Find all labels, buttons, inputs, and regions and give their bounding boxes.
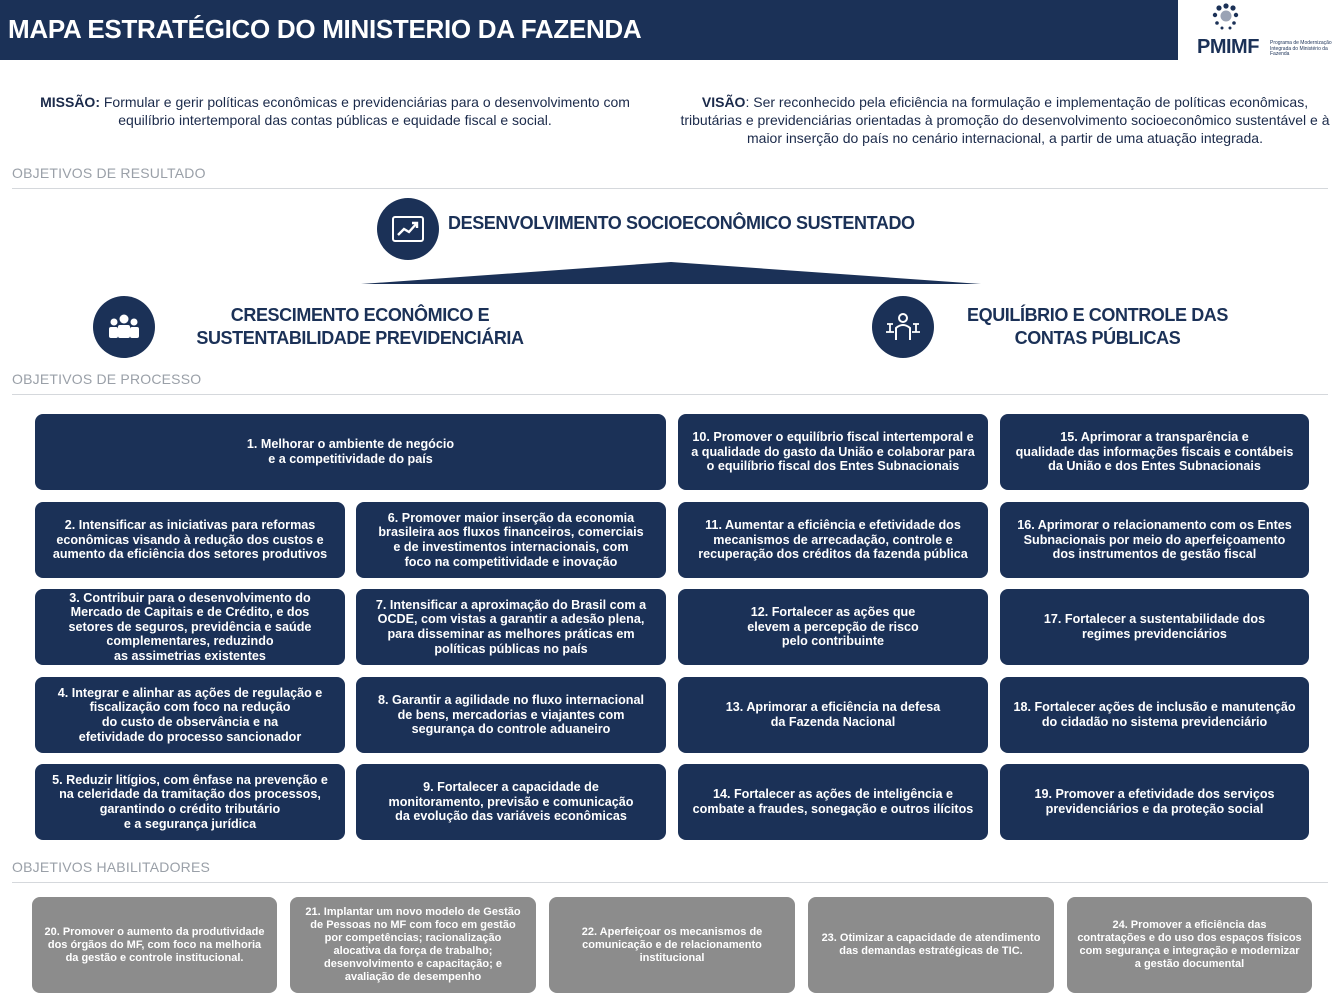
mission-label: MISSÃO: [40,94,100,110]
objective-card-6: 6. Promover maior inserção da economia brasileira aos fluxos financeiros, comerciais e de investimentos internacionais, com foco na competitividade e inovação [356,502,666,578]
page-title: MAPA ESTRATÉGICO DO MINISTERIO DA FAZENDA [8,14,642,44]
section-label-processo: OBJETIVOS DE PROCESSO [12,371,202,387]
objective-card-18: 18. Fortalecer ações de inclusão e manutenção do cidadão no sistema previdenciário [1000,677,1309,753]
result-right-title [940,304,1255,350]
objective-card-14: 14. Fortalecer as ações de inteligência e combate a fraudes, sonegação e outros ilícitos [678,764,988,840]
section-divider [12,882,1328,883]
vision-text: : Ser reconhecido pela eficiência na formulação e implementação de políticas econômicas, tributárias e previdenciárias orientadas à promoção do desenvolvimento socioeconômico sustentável e à maior inserção do país no cenário internacional, a partir de uma atuação integrada. [680,94,1330,146]
result-left-title [150,304,570,350]
result-right-badge [872,296,934,358]
mission-statement [20,93,650,129]
objective-card-4: 4. Integrar e alinhar as ações de regulação e fiscalização com foco na redução do custo de observância e na efetividade do processo sancionador [35,677,345,753]
objective-card-10: 10. Promover o equilíbrio fiscal intertemporal e a qualidade do gasto da União e colaborar para o equilíbrio fiscal dos Entes Subnacionais [678,414,988,490]
objective-card-1: 1. Melhorar o ambiente de negócio e a competitividade do país [35,414,666,490]
result-main-badge [377,198,439,260]
balance-person-icon [884,310,922,344]
section-label-resultado: OBJETIVOS DE RESULTADO [12,165,206,181]
result-left-line2: SUSTENTABILIDADE PREVIDENCIÁRIA [196,328,524,348]
enabler-card-22: 22. Aperfeiçoar os mecanismos de comunicação e de relacionamento institucional [549,897,795,993]
result-right-line2: CONTAS PÚBLICAS [1014,328,1181,348]
objective-card-11: 11. Aumentar a eficiência e efetividade dos mecanismos de arrecadação, controle e recuperação dos créditos da fazenda pública [678,502,988,578]
results-banner-shape [361,262,981,284]
section-divider [12,188,1328,189]
objective-card-15: 15. Aprimorar a transparência e qualidade das informações fiscais e contábeis da União e dos Entes Subnacionais [1000,414,1309,490]
mission-text: Formular e gerir políticas econômicas e previdenciárias para o desenvolvimento com equilíbrio intertemporal das contas públicas e equidade fiscal e social. [103,94,630,128]
objective-card-7: 7. Intensificar a aproximação do Brasil com a OCDE, com vistas a garantir a adesão plena, para disseminar as melhores práticas em políticas públicas no país [356,589,666,665]
objective-card-17: 17. Fortalecer a sustentabilidade dos regimes previdenciários [1000,589,1309,665]
section-divider [12,394,1328,395]
enabler-card-23: 23. Otimizar a capacidade de atendimento das demandas estratégicas de TIC. [808,897,1054,993]
objective-card-2: 2. Intensificar as iniciativas para reformas econômicas visando à redução dos custos e aumento da eficiência dos setores produtivos [35,502,345,578]
objective-card-16: 16. Aprimorar o relacionamento com os Entes Subnacionais por meio do aperfeiçoamento dos instrumentos de gestão fiscal [1000,502,1309,578]
people-group-icon [105,312,143,342]
logo-name: PMIMF [1197,36,1259,58]
logo-subtitle: Programa de Modernização Integrada do Ministério da Fazenda [1270,40,1332,57]
logo-dots-icon [1190,2,1250,38]
objective-card-9: 9. Fortalecer a capacidade de monitoramento, previsão e comunicação da evolução das variáveis econômicas [356,764,666,840]
objective-card-13: 13. Aprimorar a eficiência na defesa da Fazenda Nacional [678,677,988,753]
vision-label: VISÃO [701,94,746,110]
enabler-card-21: 21. Implantar um novo modelo de Gestão de Pessoas no MF com foco em gestão por competências; racionalização alocativa da força de trabalho; desenvolvimento e capacitação; e avaliação de desempenho [290,897,536,993]
objective-card-19: 19. Promover a efetividade dos serviços previdenciários e da proteção social [1000,764,1309,840]
objective-card-8: 8. Garantir a agilidade no fluxo internacional de bens, mercadorias e viajantes com segurança do controle aduaneiro [356,677,666,753]
enabler-card-24: 24. Promover a eficiência das contratações e do uso dos espaços físicos com segurança e integração e modernizar a gestão documental [1067,897,1312,993]
enabler-card-20: 20. Promover o aumento da produtividade dos órgãos do MF, com foco na melhoria da gestão e controle institucional. [32,897,277,993]
vision-statement [680,93,1330,147]
objective-card-12: 12. Fortalecer as ações que elevem a percepção de risco pelo contribuinte [678,589,988,665]
result-right-line1: EQUILÍBRIO E CONTROLE DAS [966,305,1228,325]
chart-growth-icon [390,214,426,244]
result-left-badge [93,296,155,358]
objective-card-3: 3. Contribuir para o desenvolvimento do Mercado de Capitais e de Crédito, e dos setores de seguros, previdência e saúde complementares, reduzindo as assimetrias existentes [35,589,345,665]
result-left-line1: CRESCIMENTO ECONÔMICO E [230,305,490,325]
section-label-habilitadores: OBJETIVOS HABILITADORES [12,859,211,875]
objective-card-5: 5. Reduzir litígios, com ênfase na prevenção e na celeridade da tramitação dos processos, garantindo o crédito tributário e a segurança jurídica [35,764,345,840]
result-main-title: DESENVOLVIMENTO SOCIOECONÔMICO SUSTENTADO [448,213,915,233]
